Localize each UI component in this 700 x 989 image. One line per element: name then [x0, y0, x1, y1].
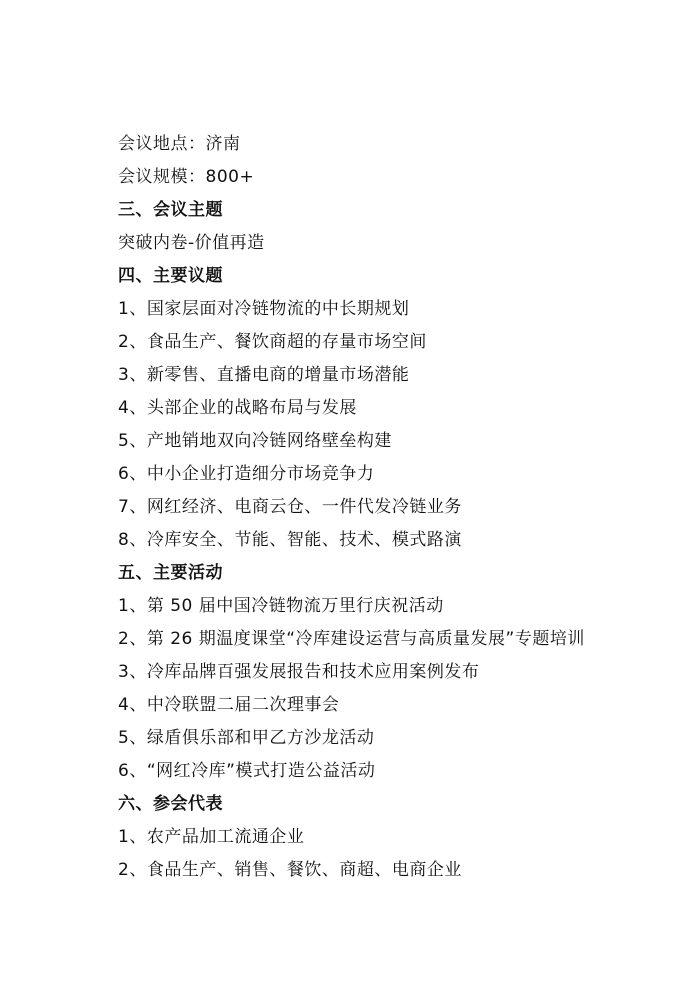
topic-item: 8、冷库安全、节能、智能、技术、模式路演 — [118, 530, 462, 550]
topic-item: 5、产地销地双向冷链网络壁垒构建 — [118, 431, 392, 451]
topic-item: 2、食品生产、餐饮商超的存量市场空间 — [118, 332, 427, 352]
activity-item: 3、冷库品牌百强发展报告和技术应用案例发布 — [118, 662, 480, 682]
attendee-item: 1、农产品加工流通企业 — [118, 827, 305, 847]
activity-item: 2、第 26 期温度课堂“冷库建设运营与高质量发展”专题培训 — [118, 629, 585, 649]
topic-item: 3、新零售、直播电商的增量市场潜能 — [118, 365, 410, 385]
activity-item: 4、中冷联盟二届二次理事会 — [118, 695, 340, 715]
meeting-location: 会议地点：济南 — [118, 134, 241, 154]
topic-item: 7、网红经济、电商云仓、一件代发冷链业务 — [118, 497, 462, 517]
activity-item: 1、第 50 届中国冷链物流万里行庆祝活动 — [118, 596, 444, 616]
activity-item: 5、绿盾俱乐部和甲乙方沙龙活动 — [118, 728, 375, 748]
section-heading-attendees: 六、参会代表 — [118, 794, 223, 814]
document-body — [118, 128, 678, 887]
topic-item: 6、中小企业打造细分市场竞争力 — [118, 464, 375, 484]
section-heading-topics: 四、主要议题 — [118, 266, 223, 286]
section-heading-activities: 五、主要活动 — [118, 563, 223, 583]
meeting-scale: 会议规模：800+ — [118, 167, 255, 187]
theme-text: 突破内卷-价值再造 — [118, 233, 265, 253]
topic-item: 1、国家层面对冷链物流的中长期规划 — [118, 299, 410, 319]
topic-item: 4、头部企业的战略布局与发展 — [118, 398, 357, 418]
activity-item: 6、“网红冷库”模式打造公益活动 — [118, 761, 376, 781]
section-heading-theme: 三、会议主题 — [118, 200, 223, 220]
attendee-item: 2、食品生产、销售、餐饮、商超、电商企业 — [118, 860, 462, 880]
